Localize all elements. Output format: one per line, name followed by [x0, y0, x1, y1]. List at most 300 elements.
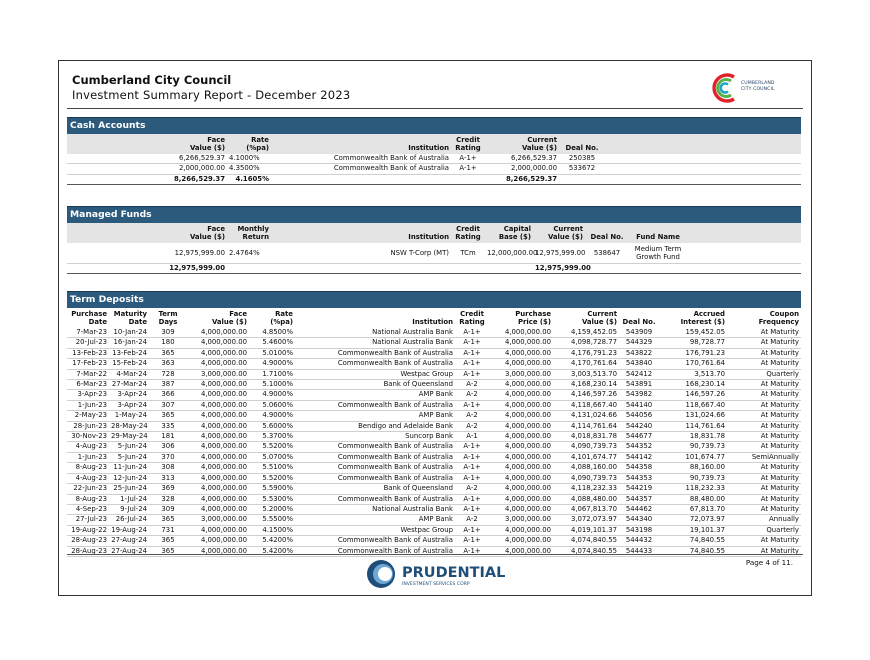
institution-cell: Commonwealth Bank of Australia: [295, 546, 455, 556]
cash-total-row: 8,266,529.37 4.1605% 8,266,529.37: [67, 174, 801, 184]
face-value-cell: 4,000,000.00: [187, 463, 249, 473]
credit-rating-cell: A-2: [455, 421, 489, 431]
deal-no-cell: 544219: [619, 484, 659, 494]
purchase-date-cell: 30-Nov-23: [67, 432, 109, 442]
purchase-price-cell: 4,000,000.00: [489, 400, 553, 410]
institution-cell: Bendigo and Adelaide Bank: [295, 421, 455, 431]
table-row: 6,266,529.37 4.1000% Commonwealth Bank of Australia A-1+ 6,266,529.37 250385: [67, 154, 801, 164]
table-row: [67, 390, 801, 400]
purchase-date-cell: 20-Jul-23: [67, 338, 109, 348]
institution-cell: Commonwealth Bank of Australia: [295, 536, 455, 546]
rate-cell: 1.7100%: [249, 369, 295, 379]
purchase-price-cell: 3,000,000.00: [489, 369, 553, 379]
current-value-cell: 4,074,840.55: [553, 546, 619, 556]
accrued-interest-cell: 176,791.23: [659, 348, 727, 358]
credit-rating-cell: A-1+: [455, 525, 489, 535]
table-row: [67, 473, 801, 483]
institution-cell: Suncorp Bank: [295, 432, 455, 442]
deal-no-cell: 544357: [619, 494, 659, 504]
table-row: [67, 380, 801, 390]
face-value-cell: 4,000,000.00: [187, 525, 249, 535]
face-value-cell: 4,000,000.00: [187, 421, 249, 431]
rate-cell: 4.9000%: [249, 411, 295, 421]
deal-no-cell: 544329: [619, 338, 659, 348]
funds-total-row: 12,975,999.00 12,975,999.00: [67, 264, 801, 274]
term-days-cell: 365: [149, 515, 187, 525]
purchase-price-cell: 4,000,000.00: [489, 494, 553, 504]
maturity-date-cell: 27-Aug-24: [109, 536, 149, 546]
purchase-price-cell: 4,000,000.00: [489, 484, 553, 494]
accrued-interest-cell: 90,739.73: [659, 473, 727, 483]
coupon-frequency-cell: At Maturity: [727, 411, 801, 421]
institution-cell: Commonwealth Bank of Australia: [295, 463, 455, 473]
current-value-cell: 4,098,728.77: [553, 338, 619, 348]
accrued-interest-cell: 114,761.64: [659, 421, 727, 431]
section-title: Managed Funds: [67, 206, 801, 223]
table-row: [67, 484, 801, 494]
current-value-cell: 4,118,667.40: [553, 400, 619, 410]
term-days-cell: 181: [149, 432, 187, 442]
table-row: [67, 463, 801, 473]
maturity-date-cell: 27-Mar-24: [109, 380, 149, 390]
accrued-interest-cell: 131,024.66: [659, 411, 727, 421]
credit-rating-cell: A-1: [455, 432, 489, 442]
credit-rating-cell: A-1+: [455, 338, 489, 348]
deal-no-cell: 544340: [619, 515, 659, 525]
maturity-date-cell: 13-Feb-24: [109, 348, 149, 358]
credit-rating-cell: A-1+: [455, 328, 489, 338]
coupon-frequency-cell: Quarterly: [727, 525, 801, 535]
cash-rows: [67, 154, 801, 174]
institution-cell: National Australia Bank: [295, 338, 455, 348]
accrued-interest-cell: 168,230.14: [659, 380, 727, 390]
purchase-price-cell: 3,000,000.00: [489, 515, 553, 525]
coupon-frequency-cell: At Maturity: [727, 494, 801, 504]
rate-cell: 5.0100%: [249, 348, 295, 358]
current-value-cell: 4,067,813.70: [553, 504, 619, 514]
face-value-cell: 4,000,000.00: [187, 494, 249, 504]
credit-rating-cell: A-1+: [455, 463, 489, 473]
institution-cell: Westpac Group: [295, 525, 455, 535]
purchase-price-cell: 4,000,000.00: [489, 442, 553, 452]
term-days-cell: 366: [149, 390, 187, 400]
deal-no-cell: 544240: [619, 421, 659, 431]
term-days-cell: 328: [149, 494, 187, 504]
rate-cell: 5.5200%: [249, 473, 295, 483]
purchase-date-cell: 13-Feb-23: [67, 348, 109, 358]
deal-no-cell: 544352: [619, 442, 659, 452]
accrued-interest-cell: 67,813.70: [659, 504, 727, 514]
page-number: Page 4 of 11.: [745, 558, 793, 567]
purchase-price-cell: 4,000,000.00: [489, 348, 553, 358]
table-row: [67, 400, 801, 410]
accrued-interest-cell: 19,101.37: [659, 525, 727, 535]
accrued-interest-cell: 88,160.00: [659, 463, 727, 473]
purchase-price-cell: 4,000,000.00: [489, 525, 553, 535]
deal-no-cell: 544433: [619, 546, 659, 556]
purchase-date-cell: 4-Sep-23: [67, 504, 109, 514]
table-row: [67, 452, 801, 462]
rate-cell: 4.1500%: [249, 525, 295, 535]
purchase-price-cell: 4,000,000.00: [489, 504, 553, 514]
table-row: [67, 494, 801, 504]
face-value-cell: 4,000,000.00: [187, 390, 249, 400]
current-value-cell: 4,168,230.14: [553, 380, 619, 390]
purchase-price-cell: 4,000,000.00: [489, 452, 553, 462]
coupon-frequency-cell: At Maturity: [727, 432, 801, 442]
credit-rating-cell: A-1+: [455, 546, 489, 556]
purchase-date-cell: 1-Jun-23: [67, 452, 109, 462]
purchase-date-cell: 28-Aug-23: [67, 536, 109, 546]
accrued-interest-cell: 72,073.97: [659, 515, 727, 525]
accrued-interest-cell: 98,728.77: [659, 338, 727, 348]
maturity-date-cell: 29-May-24: [111, 432, 148, 441]
term-days-cell: 365: [149, 348, 187, 358]
coupon-frequency-cell: SemiAnnually: [727, 452, 801, 462]
managed-funds-section: [67, 206, 801, 274]
purchase-date-cell: 3-Apr-23: [67, 390, 109, 400]
coupon-frequency-cell: At Maturity: [727, 328, 801, 338]
term-rows: [67, 328, 801, 556]
credit-rating-cell: A-1+: [455, 348, 489, 358]
credit-rating-cell: A-1+: [455, 400, 489, 410]
coupon-frequency-cell: At Maturity: [727, 536, 801, 546]
maturity-date-cell: 3-Apr-24: [109, 390, 149, 400]
institution-cell: National Australia Bank: [295, 328, 455, 338]
purchase-date-cell: 4-Aug-23: [67, 473, 109, 483]
rate-cell: 5.5500%: [249, 515, 295, 525]
rate-cell: 5.4200%: [249, 536, 295, 546]
face-value-cell: 4,000,000.00: [187, 432, 249, 442]
rate-cell: 5.5200%: [249, 442, 295, 452]
face-value-cell: 4,000,000.00: [187, 328, 249, 338]
institution-cell: Commonwealth Bank of Australia: [295, 442, 455, 452]
current-value-cell: 4,090,739.73: [553, 442, 619, 452]
term-days-cell: 731: [149, 525, 187, 535]
coupon-frequency-cell: At Maturity: [727, 504, 801, 514]
deal-no-cell: 544358: [619, 463, 659, 473]
maturity-date-cell: 4-Mar-24: [109, 369, 149, 379]
table-row: 12,975,999.00 2.4764% NSW T-Corp (MT) TCm 12,000,000.00 12,975,999.00 538647 Medium Term Growth Fund: [67, 243, 801, 264]
face-value-cell: 4,000,000.00: [187, 400, 249, 410]
deal-no-cell: 543198: [619, 525, 659, 535]
term-days-cell: 363: [149, 359, 187, 369]
term-days-cell: 335: [149, 421, 187, 431]
coupon-frequency-cell: Annually: [727, 515, 801, 525]
table-row: [67, 515, 801, 525]
credit-rating-cell: A-2: [455, 515, 489, 525]
purchase-date-cell: 7-Mar-22: [67, 369, 109, 379]
face-value-cell: 4,000,000.00: [187, 411, 249, 421]
current-value-cell: 4,170,761.64: [553, 359, 619, 369]
deal-no-cell: 544056: [619, 411, 659, 421]
maturity-date-cell: 11-Jun-24: [109, 463, 149, 473]
institution-cell: National Australia Bank: [295, 504, 455, 514]
current-value-cell: 3,003,513.70: [553, 369, 619, 379]
coupon-frequency-cell: At Maturity: [727, 348, 801, 358]
rate-cell: 5.5900%: [249, 484, 295, 494]
term-days-cell: 313: [149, 473, 187, 483]
coupon-frequency-cell: At Maturity: [727, 546, 801, 556]
purchase-date-cell: 28-Jun-23: [67, 421, 109, 431]
credit-rating-cell: A-2: [455, 380, 489, 390]
deal-no-cell: 544432: [619, 536, 659, 546]
current-value-cell: 4,159,452.05: [553, 328, 619, 338]
council-name: Cumberland City Council: [72, 73, 232, 87]
table-header: Face Value ($) Rate (%pa) Institution Credit Rating Current Value ($) Deal No.: [67, 134, 801, 154]
accrued-interest-cell: 170,761.64: [659, 359, 727, 369]
purchase-price-cell: 4,000,000.00: [489, 359, 553, 369]
managed-funds-table: [67, 223, 801, 274]
deal-no-cell: 543822: [619, 348, 659, 358]
face-value-cell: 4,000,000.00: [187, 338, 249, 348]
term-days-cell: 365: [149, 546, 187, 556]
table-row: [67, 411, 801, 421]
rate-cell: 5.1000%: [249, 380, 295, 390]
deal-no-cell: 544140: [619, 400, 659, 410]
maturity-date-cell: 26-Jul-24: [109, 515, 149, 525]
maturity-date-cell: 15-Feb-24: [109, 359, 149, 369]
accrued-interest-cell: 3,513.70: [659, 369, 727, 379]
maturity-date-cell: 16-Jan-24: [109, 338, 149, 348]
current-value-cell: 4,018,831.78: [553, 432, 619, 442]
face-value-cell: 3,000,000.00: [187, 515, 249, 525]
cash-accounts-table: [67, 134, 801, 185]
rate-cell: 5.3700%: [249, 432, 295, 442]
purchase-date-cell: 22-Jun-23: [67, 484, 109, 494]
term-days-cell: 365: [149, 411, 187, 421]
current-value-cell: 4,088,480.00: [553, 494, 619, 504]
council-logo-text: CUMBERLAND CITY COUNCIL: [741, 81, 775, 92]
footer-divider: [67, 554, 803, 555]
purchase-price-cell: 4,000,000.00: [489, 328, 553, 338]
credit-rating-cell: A-2: [455, 411, 489, 421]
maturity-date-cell: 3-Apr-24: [109, 400, 149, 410]
brand-name: PRUDENTIAL: [402, 565, 506, 581]
face-value-cell: 4,000,000.00: [187, 348, 249, 358]
purchase-date-cell: 4-Aug-23: [67, 442, 109, 452]
deal-no-cell: 543891: [619, 380, 659, 390]
current-value-cell: 4,131,024.66: [553, 411, 619, 421]
institution-cell: Commonwealth Bank of Australia: [295, 473, 455, 483]
section-title: Term Deposits: [67, 291, 801, 308]
maturity-date-cell: 27-Aug-24: [109, 546, 149, 556]
table-row: [67, 504, 801, 514]
term-deposits-section: [67, 291, 801, 557]
term-days-cell: 365: [149, 536, 187, 546]
face-value-cell: 4,000,000.00: [187, 473, 249, 483]
table-row: [67, 328, 801, 338]
accrued-interest-cell: 90,739.73: [659, 442, 727, 452]
coupon-frequency-cell: At Maturity: [727, 421, 801, 431]
rate-cell: 5.5100%: [249, 463, 295, 473]
term-days-cell: 306: [149, 442, 187, 452]
table-row: 2,000,000.00 4.3500% Commonwealth Bank of Australia A-1+ 2,000,000.00 533672: [67, 164, 801, 174]
face-value-cell: 4,000,000.00: [187, 380, 249, 390]
term-days-cell: 308: [149, 463, 187, 473]
coupon-frequency-cell: At Maturity: [727, 338, 801, 348]
term-days-cell: 369: [149, 484, 187, 494]
accrued-interest-cell: 88,480.00: [659, 494, 727, 504]
coupon-frequency-cell: At Maturity: [727, 484, 801, 494]
maturity-date-cell: 1-Jul-24: [109, 494, 149, 504]
term-days-cell: 309: [149, 504, 187, 514]
maturity-date-cell: 5-Jun-24: [109, 442, 149, 452]
purchase-price-cell: 4,000,000.00: [489, 338, 553, 348]
credit-rating-cell: A-2: [455, 390, 489, 400]
accrued-interest-cell: 118,232.33: [659, 484, 727, 494]
accrued-interest-cell: 101,674.77: [659, 452, 727, 462]
rate-cell: 4.9000%: [249, 390, 295, 400]
institution-cell: Westpac Group: [295, 369, 455, 379]
table-row: [67, 432, 801, 442]
accrued-interest-cell: 74,840.55: [659, 546, 727, 556]
table-row: [67, 525, 801, 535]
face-value-cell: 4,000,000.00: [187, 484, 249, 494]
purchase-date-cell: 1-Jun-23: [67, 400, 109, 410]
accrued-interest-cell: 74,840.55: [659, 536, 727, 546]
institution-cell: Commonwealth Bank of Australia: [295, 400, 455, 410]
maturity-date-cell: 28-May-24: [111, 421, 148, 430]
current-value-cell: 4,019,101.37: [553, 525, 619, 535]
table-row: [67, 369, 801, 379]
purchase-date-cell: 27-Jul-23: [67, 515, 109, 525]
deal-no-cell: 544142: [619, 452, 659, 462]
rate-cell: 5.0600%: [249, 400, 295, 410]
institution-cell: AMP Bank: [295, 390, 455, 400]
credit-rating-cell: A-1+: [455, 473, 489, 483]
section-title: Cash Accounts: [67, 117, 801, 134]
purchase-price-cell: 4,000,000.00: [489, 421, 553, 431]
maturity-date-cell: 10-Jan-24: [109, 328, 149, 338]
coupon-frequency-cell: At Maturity: [727, 390, 801, 400]
purchase-price-cell: 4,000,000.00: [489, 463, 553, 473]
purchase-date-cell: 28-Aug-23: [67, 546, 109, 556]
accrued-interest-cell: 18,831.78: [659, 432, 727, 442]
report-title: Investment Summary Report - December 2023: [72, 88, 351, 102]
purchase-price-cell: 4,000,000.00: [489, 432, 553, 442]
accrued-interest-cell: 146,597.26: [659, 390, 727, 400]
table-row: [67, 442, 801, 452]
institution-cell: AMP Bank: [295, 515, 455, 525]
current-value-cell: 4,090,739.73: [553, 473, 619, 483]
purchase-date-cell: 19-Aug-22: [67, 525, 109, 535]
purchase-price-cell: 4,000,000.00: [489, 536, 553, 546]
purchase-date-cell: 7-Mar-23: [67, 328, 109, 338]
term-days-cell: 728: [149, 369, 187, 379]
rate-cell: 4.8500%: [249, 328, 295, 338]
purchase-price-cell: 4,000,000.00: [489, 390, 553, 400]
prudential-logo: [364, 557, 504, 591]
coupon-frequency-cell: At Maturity: [727, 473, 801, 483]
maturity-date-cell: 12-Jun-24: [109, 473, 149, 483]
deal-no-cell: 543840: [619, 359, 659, 369]
current-value-cell: 4,074,840.55: [553, 536, 619, 546]
table-row: [67, 338, 801, 348]
institution-cell: Bank of Queensland: [295, 484, 455, 494]
purchase-date-cell: 6-Mar-23: [67, 380, 109, 390]
face-value-cell: 4,000,000.00: [187, 546, 249, 556]
maturity-date-cell: 5-Jun-24: [109, 452, 149, 462]
institution-cell: Commonwealth Bank of Australia: [295, 359, 455, 369]
term-days-cell: 387: [149, 380, 187, 390]
rate-cell: 5.2000%: [249, 504, 295, 514]
purchase-price-cell: 4,000,000.00: [489, 411, 553, 421]
deal-no-cell: 544677: [619, 432, 659, 442]
credit-rating-cell: A-1+: [455, 452, 489, 462]
deal-no-cell: 542412: [619, 369, 659, 379]
credit-rating-cell: A-1+: [455, 536, 489, 546]
coupon-frequency-cell: At Maturity: [727, 463, 801, 473]
rate-cell: 4.9000%: [249, 359, 295, 369]
rate-cell: 5.6000%: [249, 421, 295, 431]
purchase-price-cell: 4,000,000.00: [489, 546, 553, 556]
coupon-frequency-cell: At Maturity: [727, 359, 801, 369]
purchase-date-cell: 2-May-23: [67, 411, 109, 421]
cash-accounts-section: [67, 117, 801, 185]
maturity-date-cell: 1-May-24: [109, 411, 149, 421]
current-value-cell: 4,146,597.26: [553, 390, 619, 400]
face-value-cell: 4,000,000.00: [187, 504, 249, 514]
term-days-cell: 307: [149, 400, 187, 410]
institution-cell: Commonwealth Bank of Australia: [295, 452, 455, 462]
current-value-cell: 3,072,073.97: [553, 515, 619, 525]
purchase-price-cell: 4,000,000.00: [489, 473, 553, 483]
current-value-cell: 4,114,761.64: [553, 421, 619, 431]
table-row: [67, 348, 801, 358]
credit-rating-cell: A-2: [455, 484, 489, 494]
institution-cell: AMP Bank: [295, 411, 455, 421]
deal-no-cell: 544462: [619, 504, 659, 514]
purchase-date-cell: 8-Aug-23: [67, 494, 109, 504]
rate-cell: 5.4600%: [249, 338, 295, 348]
deal-no-cell: 543982: [619, 390, 659, 400]
current-value-cell: 4,176,791.23: [553, 348, 619, 358]
purchase-price-cell: 4,000,000.00: [489, 380, 553, 390]
coupon-frequency-cell: At Maturity: [727, 400, 801, 410]
purchase-date-cell: 8-Aug-23: [67, 463, 109, 473]
credit-rating-cell: A-1+: [455, 504, 489, 514]
current-value-cell: 4,101,674.77: [553, 452, 619, 462]
face-value-cell: 4,000,000.00: [187, 359, 249, 369]
institution-cell: Bank of Queensland: [295, 380, 455, 390]
maturity-date-cell: 25-Jun-24: [109, 484, 149, 494]
report-page: [58, 60, 812, 596]
coupon-frequency-cell: At Maturity: [727, 380, 801, 390]
table-header: Face Value ($) Monthly Return Institution Credit Rating Capital Base ($) Current Value ($) Deal No. Fund Name: [67, 223, 801, 243]
term-days-cell: 370: [149, 452, 187, 462]
rate-cell: 5.4200%: [249, 546, 295, 556]
purchase-date-cell: 17-Feb-23: [67, 359, 109, 369]
brand-subtitle: INVESTMENT SERVICES CORP: [402, 582, 470, 587]
rate-cell: 5.5300%: [249, 494, 295, 504]
institution-cell: Commonwealth Bank of Australia: [295, 348, 455, 358]
face-value-cell: 4,000,000.00: [187, 442, 249, 452]
table-row: [67, 536, 801, 546]
credit-rating-cell: A-1+: [455, 359, 489, 369]
coupon-frequency-cell: Quarterly: [727, 369, 801, 379]
credit-rating-cell: A-1+: [455, 494, 489, 504]
face-value-cell: 4,000,000.00: [187, 536, 249, 546]
accrued-interest-cell: 118,667.40: [659, 400, 727, 410]
current-value-cell: 4,088,160.00: [553, 463, 619, 473]
header-divider: [67, 108, 803, 109]
accrued-interest-cell: 159,452.05: [659, 328, 727, 338]
coupon-frequency-cell: At Maturity: [727, 442, 801, 452]
deal-no-cell: 544353: [619, 473, 659, 483]
table-row: [67, 421, 801, 431]
credit-rating-cell: A-1+: [455, 442, 489, 452]
